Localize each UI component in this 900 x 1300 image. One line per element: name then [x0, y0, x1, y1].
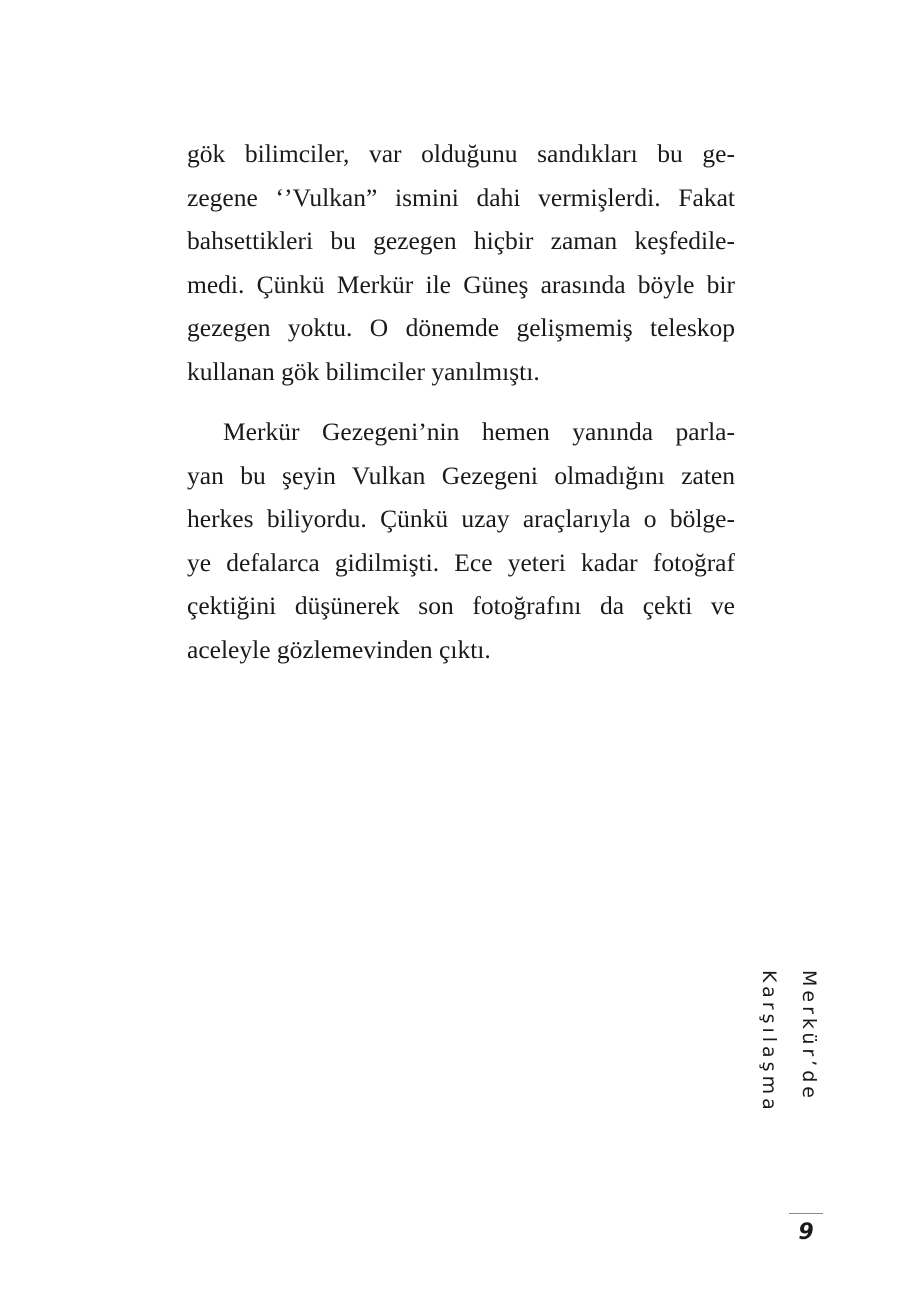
text-line: medi. Çünkü Merkür ile Güneş arasında böyle bir — [187, 269, 735, 299]
text-line: herkes biliyordu. Çünkü uzay araçlarıyla o bölge- — [187, 504, 735, 533]
text-line: çektiğini düşünerek son fotoğrafını da çekti ve — [187, 591, 735, 620]
page-number: 9 — [798, 1220, 814, 1245]
text-line: ye defalarca gidilmişti. Ece yeteri kadar fotoğraf — [187, 547, 735, 577]
text-line: zegene ‘’Vulkan” ismini dahi vermişlerdi. Fakat — [187, 182, 735, 212]
running-head: Merkür’de Karşılaşma — [758, 970, 820, 1114]
text-line: gök bilimciler, var olduğunu sandıkları bu ge- — [187, 139, 735, 168]
text-line: aceleyle gözlemevinden çıktı. — [187, 634, 491, 664]
page-number-divider — [789, 1213, 823, 1214]
body-text — [187, 132, 735, 671]
text-line: bahsettikleri bu gezegen hiçbir zaman keşfedile- — [187, 226, 735, 255]
paragraph-1 — [187, 132, 735, 393]
text-line: gezegen yoktu. O dönemde gelişmemiş teleskop — [187, 313, 735, 342]
paragraph-spacer — [187, 393, 735, 410]
text-line: yan bu şeyin Vulkan Gezegeni olmadığını zaten — [187, 460, 735, 490]
paragraph-2 — [187, 410, 735, 671]
text-line: Merkür Gezegeni’nin hemen yanında parla- — [223, 417, 735, 446]
text-line: kullanan gök bilimciler yanılmıştı. — [187, 356, 540, 386]
